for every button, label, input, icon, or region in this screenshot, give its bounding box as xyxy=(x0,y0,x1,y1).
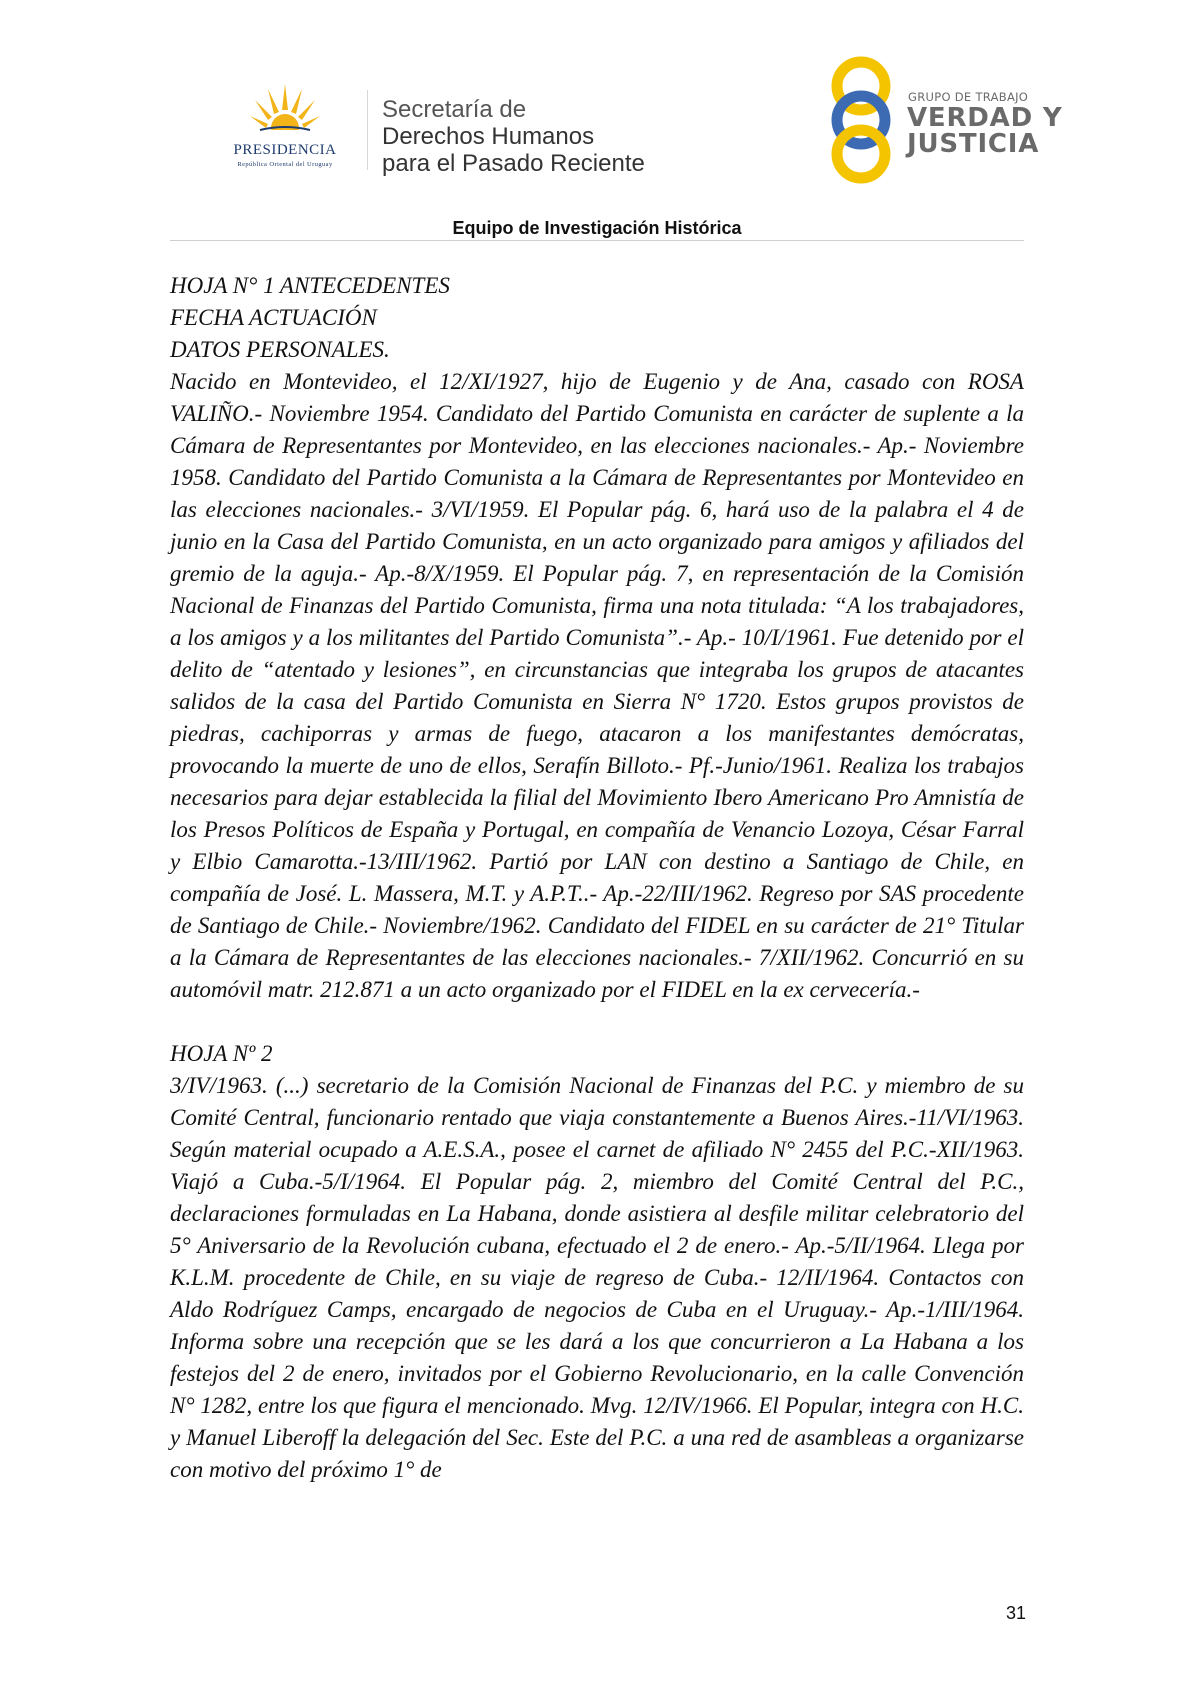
presidencia-name: PRESIDENCIA xyxy=(233,142,337,158)
section-gap xyxy=(170,1006,1024,1038)
document-body xyxy=(170,270,1024,1486)
verdad-justicia-logo xyxy=(818,56,1063,184)
grupo-trabajo-label: GRUPO DE TRABAJO xyxy=(908,90,1029,104)
secretaria-line-2: Derechos Humanos xyxy=(382,123,595,150)
secretaria-line-3: para el Pasado Reciente xyxy=(382,150,645,177)
presidencia-logo xyxy=(210,84,360,172)
verdad-y-label: VERDAD Y xyxy=(907,103,1063,133)
sun-icon xyxy=(250,84,320,136)
page-number: 31 xyxy=(1005,1603,1026,1623)
header-rule xyxy=(170,240,1024,241)
sheet-2-title: HOJA Nº 2 xyxy=(170,1041,273,1066)
personal-data-label: DATOS PERSONALES. xyxy=(170,337,390,362)
logo-divider xyxy=(367,90,368,170)
sheet-1-title: HOJA N° 1 ANTECEDENTES xyxy=(170,273,450,298)
presidencia-subtitle: República Oriental del Uruguay xyxy=(237,161,333,168)
secretaria-logo-text xyxy=(382,96,645,177)
team-header: Equipo de Investigación Histórica xyxy=(452,218,742,238)
sheet-1-body: Nacido en Montevideo, el 12/XI/1927, hijo de Eugenio y de Ana, casado con ROSA VALIÑO.- Noviembre 1954. Candidato del Partido Comunista en carácter de suplente a la Cámara de Representantes por Montevideo, en las elecciones nacionales.- Ap.- Noviembre 1958. Candidato del Partido Comunista a la Cámara de Representantes por Montevideo en las elecciones nacionales.- 3/VI/1959. El Popular pág. 6, hará uso de la palabra el 4 de junio en la Casa del Partido Comunista, en un acto organizado para amigos y afiliados del gremio de la aguja.- Ap.-8/X/1959. El Popular pág. 7, en representación de la Comisión Nacional de Finanzas del Partido Comunista, firma una nota titulada: “A los trabajadores, a los amigos y a los militantes del Partido Comunista”.- Ap.- 10/I/1961. Fue detenido por el delito de “atentado y lesiones”, en circunstancias que integraba los grupos de atacantes salidos de la casa del Partido Comunista en Sierra N° 1720. Estos grupos provistos de piedras, cachiporras y armas de fuego, atacaron a los manifestantes demócratas, provocando la muerte de uno de ellos, Serafín Billoto.- Pf.-Junio/1961. Realiza los trabajos necesarios para dejar establecida la filial del Movimiento Ibero Americano Pro Amnistía de los Presos Políticos de España y Portugal, en compañía de Venancio Lozoya, César Farral y Elbio Camarotta.-13/III/1962. Partió por LAN con destino a Santiago de Chile, en compañía de José. L. Massera, M.T. y A.P.T..- Ap.-22/III/1962. Regreso por SAS procedente de Santiago de Chile.- Noviembre/1962. Candidato del FIDEL en su carácter de 21° Titular a la Cámara de Representantes de las elecciones nacionales.- 7/XII/1962. Concurrió en su automóvil matr. 212.871 a un acto organizado por el FIDEL en la ex cervecería.- xyxy=(170,369,1024,1002)
sheet-2-body: 3/IV/1963. (...) secretario de la Comisión Nacional de Finanzas del P.C. y miembro de su Comité Central, funcionario rentado que viaja constantemente a Buenos Aires.-11/VI/1963. Según material ocupado a A.E.S.A., posee el carnet de afiliado N° 2455 del P.C.-XII/1963. Viajó a Cuba.-5/I/1964. El Popular pág. 2, miembro del Comité Central del P.C., declaraciones formuladas en La Habana, donde asistiera al desfile militar celebratorio del 5° Aniversario de la Revolución cubana, efectuado el 2 de enero.- Ap.-5/II/1964. Llega por K.L.M. procedente de Chile, en su viaje de regreso de Cuba.- 12/II/1964. Contactos con Aldo Rodríguez Camps, encargado de negocios de Cuba en el Uruguay.- Ap.-1/III/1964. Informa sobre una recepción que se les dará a los que concurrieron a La Habana a los festejos del 2 de enero, invitados por el Gobierno Revolucionario, en la calle Convención N° 1282, entre los que figura el mencionado. Mvg. 12/IV/1966. El Popular, integra con H.C. y Manuel Liberoff la delegación del Sec. Este del P.C. a una red de asambleas a organizarse con motivo del próximo 1° de xyxy=(170,1073,1024,1482)
date-label: FECHA ACTUACIÓN xyxy=(170,305,377,330)
secretaria-line-1: Secretaría de xyxy=(382,96,527,123)
justicia-label: JUSTICIA xyxy=(907,129,1040,159)
rings-icon xyxy=(818,56,904,184)
